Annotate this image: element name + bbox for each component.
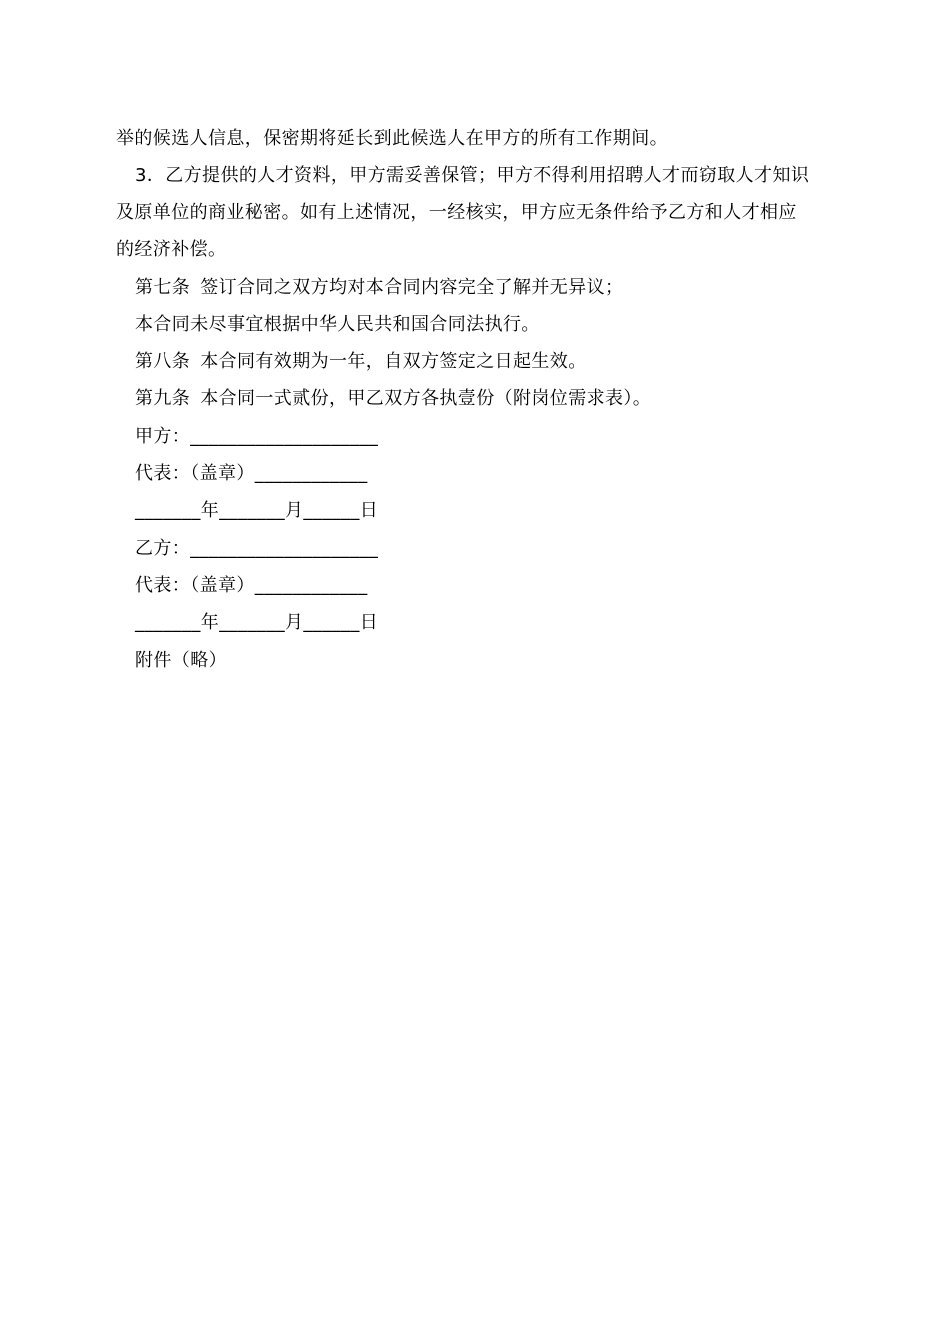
party-b-date-line: _______年_______月______日 xyxy=(135,612,379,633)
article-7-continuation: 本合同未尽事宜根据中华人民共和国合同法执行。 xyxy=(135,314,540,335)
attachment-note: 附件（略） xyxy=(135,650,227,671)
article-7-text: 签订合同之双方均对本合同内容完全了解并无异议； xyxy=(200,277,624,298)
article-8-text: 本合同有效期为一年，自双方签定之日起生效。 xyxy=(200,351,587,372)
party-b-representative-line: 代表：（盖章）____________ xyxy=(135,575,368,596)
paragraph-3-line-1: 3．乙方提供的人才资料，甲方需妥善保管；甲方不得利用招聘人才而窃取人才知识 xyxy=(135,165,810,186)
party-b-signature-line: 乙方：____________________ xyxy=(135,538,379,559)
paragraph-3-line-2: 及原单位的商业秘密。如有上述情况，一经核实，甲方应无条件给予乙方和人才相应 xyxy=(116,202,797,223)
article-9-text: 本合同一式贰份，甲乙双方各执壹份（附岗位需求表）。 xyxy=(200,388,652,409)
article-8-label: 第八条 xyxy=(135,351,191,372)
paragraph-confidentiality-end: 举的候选人信息，保密期将延长到此候选人在甲方的所有工作期间。 xyxy=(116,128,668,149)
article-9 xyxy=(135,387,651,411)
paragraph-3-line-3: 的经济补偿。 xyxy=(116,239,227,260)
party-a-representative-line: 代表：（盖章）____________ xyxy=(135,463,368,484)
article-8 xyxy=(135,350,587,374)
article-7-label: 第七条 xyxy=(135,277,191,298)
party-a-date-line: _______年_______月______日 xyxy=(135,500,379,521)
article-7 xyxy=(135,276,623,300)
party-a-signature-line: 甲方：____________________ xyxy=(135,426,379,447)
article-9-label: 第九条 xyxy=(135,388,191,409)
